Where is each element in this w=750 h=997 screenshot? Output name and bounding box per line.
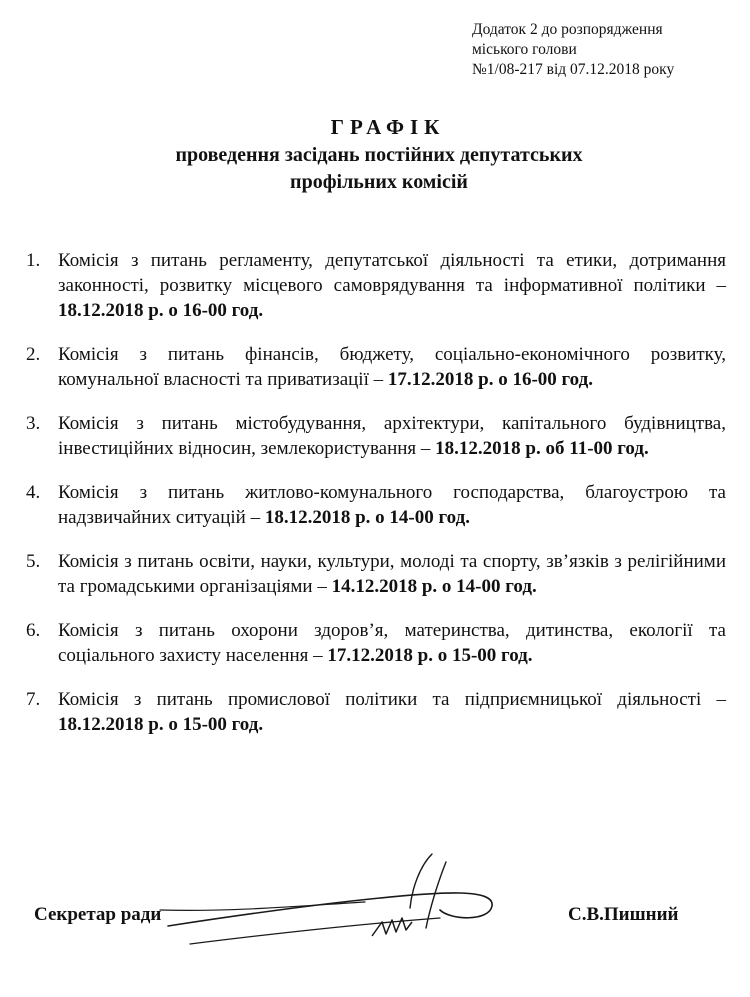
- appendix-line-3: №1/08-217 від 07.12.2018 року: [472, 61, 675, 78]
- item-text: Комісія з питань містобудування, архітектури, капітального будівництва, інвестиційних відносин, землекористування –: [58, 413, 726, 459]
- list-item: [26, 248, 726, 323]
- item-number: 3.: [26, 413, 41, 434]
- item-datetime: 17.12.2018 р. о 16-00 год.: [387, 369, 593, 390]
- item-text: Комісія з питань промислової політики та підприємницької діяльності –: [58, 689, 726, 710]
- signer-role: Секретар ради: [34, 904, 162, 925]
- item-datetime: 14.12.2018 р. о 14-00 год.: [331, 576, 537, 597]
- document-title: [0, 112, 750, 196]
- list-item: [26, 480, 726, 530]
- appendix-line-1: Додаток 2 до розпорядження: [472, 21, 663, 38]
- item-datetime: 17.12.2018 р. о 15-00 год.: [327, 645, 533, 666]
- item-text: Комісія з питань фінансів, бюджету, соціально-економічного розвитку, комунальної власності та приватизації –: [58, 344, 726, 390]
- item-text: Комісія з питань охорони здоров’я, материнства, дитинства, екології та соціального захисту населення –: [58, 620, 726, 666]
- appendix-note: [472, 20, 732, 80]
- signer-name: С.В.Пишний: [568, 904, 679, 925]
- item-text: Комісія з питань освіти, науки, культури, молоді та спорту, зв’язків з релігійними та громадськими організаціями –: [58, 551, 726, 597]
- item-number: 4.: [26, 482, 41, 503]
- item-datetime: 18.12.2018 р. о 16-00 год.: [58, 300, 264, 321]
- title-subtitle-line-1: проведення засідань постійних депутатських: [175, 144, 583, 166]
- appendix-line-2: міського голови: [472, 41, 577, 58]
- title-main: ГРАФІК: [330, 115, 446, 139]
- item-datetime: 18.12.2018 р. о 14-00 год.: [264, 507, 470, 528]
- list-item: [26, 342, 726, 392]
- item-text: Комісія з питань регламенту, депутатської діяльності та етики, дотримання законності, розвитку місцевого самоврядування та інформативної політики –: [58, 250, 726, 296]
- item-number: 7.: [26, 689, 41, 710]
- list-item: [26, 618, 726, 668]
- item-number: 6.: [26, 620, 41, 641]
- title-subtitle-line-2: профільних комісій: [290, 171, 468, 193]
- list-item: [26, 549, 726, 599]
- list-item: [26, 411, 726, 461]
- item-number: 2.: [26, 344, 41, 365]
- handwritten-signature: [150, 848, 510, 958]
- item-text: Комісія з питань житлово-комунального господарства, благоустрою та надзвичайних ситуацій –: [58, 482, 726, 528]
- item-datetime: 18.12.2018 р. об 11-00 год.: [435, 438, 649, 459]
- item-number: 5.: [26, 551, 41, 572]
- item-datetime: 18.12.2018 р. о 15-00 год.: [58, 714, 264, 735]
- item-number: 1.: [26, 250, 41, 271]
- commission-list: [26, 248, 726, 737]
- list-item: [26, 687, 726, 737]
